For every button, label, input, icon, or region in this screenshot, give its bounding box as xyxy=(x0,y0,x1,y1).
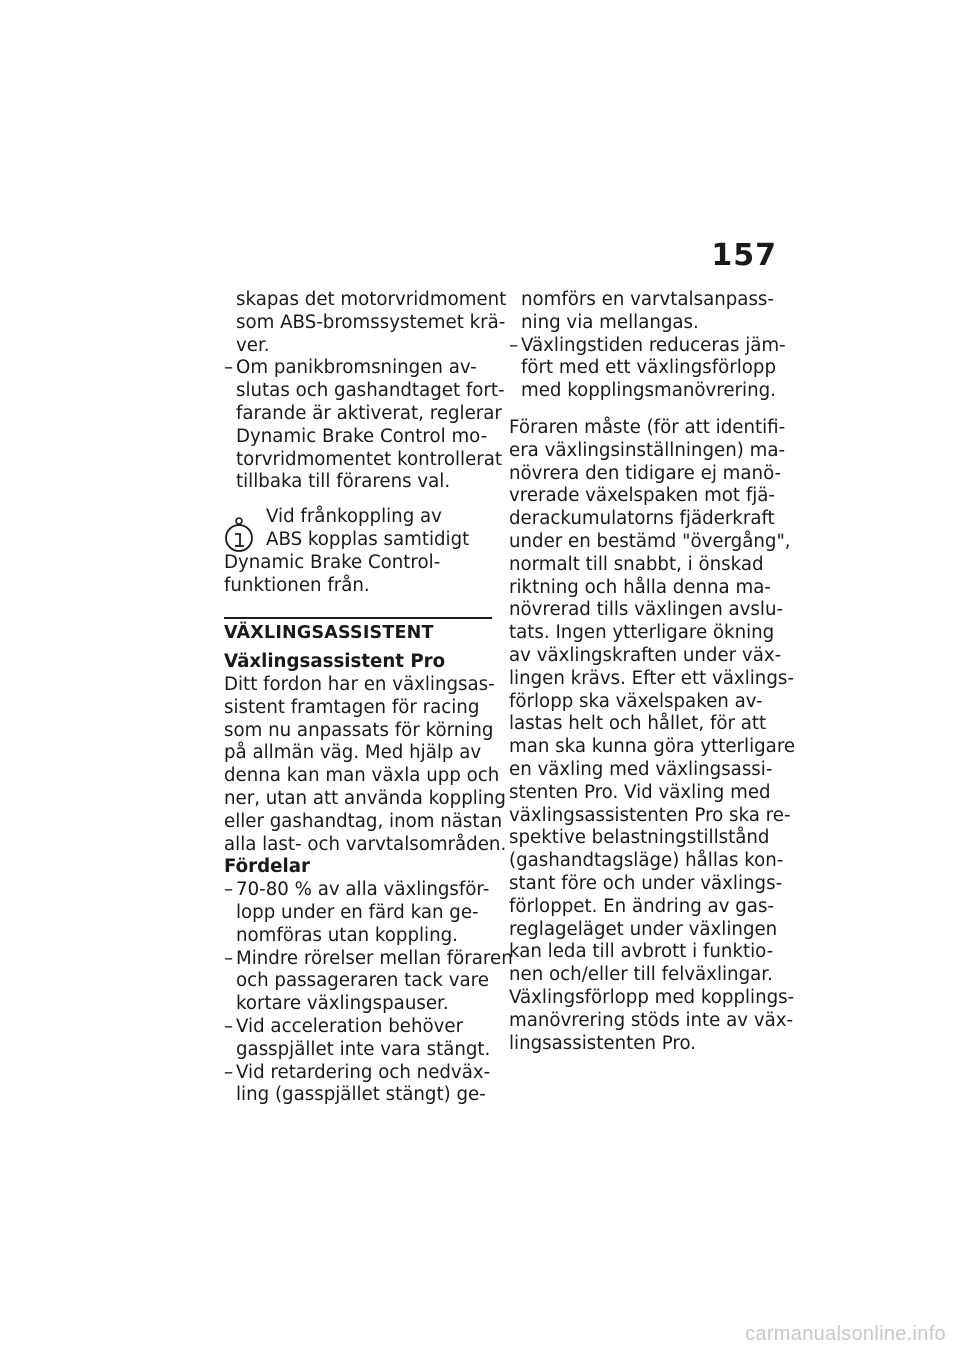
text-line: Dynamic Brake Control mo- xyxy=(236,425,488,447)
text-line: som nu anpassats för körning xyxy=(224,719,494,741)
dash-marker: – xyxy=(224,357,234,379)
bullet-continuation xyxy=(509,289,781,335)
bullet-item xyxy=(224,1062,492,1108)
text-line: növrera den tidigare ej manö- xyxy=(509,462,782,484)
text-line: slutas och gashandtaget fort- xyxy=(236,380,505,402)
text-line: stenten Pro. Vid växling med xyxy=(509,781,771,803)
text-line: under en bestämd "övergång", xyxy=(509,530,791,552)
text-line: och passageraren tack vare xyxy=(236,970,489,992)
text-line: manövrering stöds inte av väx- xyxy=(509,1009,794,1031)
text-line: eller gashandtag, inom nästan xyxy=(224,810,503,832)
text-line: torvridmomentet kontrollerat xyxy=(236,448,503,470)
text-line: alla last- och varvtalsområden. xyxy=(224,833,507,855)
text-line: som ABS-bromssystemet krä- xyxy=(236,311,506,333)
intro-continuation xyxy=(224,289,507,357)
bullet-item xyxy=(224,879,492,947)
text-line: kan leda till avbrott i funktio- xyxy=(509,941,774,963)
text-line: växlingsassistenten Pro ska re- xyxy=(509,804,791,826)
text-line: gasspjället inte vara stängt. xyxy=(236,1038,491,1060)
text-line: skapas det motorvridmoment xyxy=(236,289,507,310)
text-line: 70-80 % av alla växlingsför- xyxy=(236,879,490,901)
text-line: farande är aktiverat, reglerar xyxy=(236,402,502,424)
text-line: förlopp ska växelspaken av- xyxy=(509,690,763,712)
note-line: funktionen från. xyxy=(224,574,370,596)
text-line: Växlingstiden reduceras jäm- xyxy=(521,334,786,356)
text-line: növrerad tills växlingen avslu- xyxy=(509,599,784,621)
text-line: Mindre rörelser mellan föraren xyxy=(236,947,513,969)
info-note xyxy=(224,506,492,597)
text-line: fört med ett växlingsförlopp xyxy=(521,357,776,379)
paragraph xyxy=(224,673,507,856)
note-line: ABS kopplas samtidigt xyxy=(266,528,470,550)
text-line: med kopplingsmanövrering. xyxy=(521,380,776,402)
dash-marker: – xyxy=(224,947,234,969)
text-line: lopp under en färd kan ge- xyxy=(236,901,479,923)
text-line: stant före och under växlings- xyxy=(509,872,783,894)
text-line: tats. Ingen ytterligare ökning xyxy=(509,622,775,644)
text-line: lingsassistenten Pro. xyxy=(509,1032,697,1054)
bullet-item xyxy=(224,357,505,494)
text-line: lingen krävs. Efter ett växlings- xyxy=(509,667,794,689)
dash-marker: – xyxy=(224,1061,234,1083)
text-line: av växlingskraften under väx- xyxy=(509,644,782,666)
paragraph xyxy=(509,416,796,1055)
dash-marker: – xyxy=(224,1015,234,1037)
text-line: Växlingsförlopp med kopplings- xyxy=(509,986,795,1008)
text-line: vrerade växelspaken mot fjä- xyxy=(509,485,775,507)
text-line: en växling med växlingsassi- xyxy=(509,758,773,780)
text-line: ling (gasspjället stängt) ge- xyxy=(236,1084,486,1106)
text-line: förloppet. En ändring av gas- xyxy=(509,895,774,917)
text-line: era växlingsinställningen) ma- xyxy=(509,439,786,461)
bullet-item xyxy=(509,334,786,403)
text-line: spektive belastningstillstånd xyxy=(509,827,770,849)
text-line: Om panikbromsningen av- xyxy=(236,357,477,379)
text-line: riktning och hålla denna ma- xyxy=(509,576,771,598)
section-title: VÄXLINGSASSISTENT xyxy=(224,623,434,644)
right-column xyxy=(509,289,796,1055)
watermark: carmanualsonline.info xyxy=(745,1323,946,1345)
dash-marker: – xyxy=(509,334,519,356)
text-line: reglageläget under växlingen xyxy=(509,918,778,940)
text-line: ning via mellangas. xyxy=(521,311,699,333)
bullet-item xyxy=(224,947,513,1016)
section-divider xyxy=(224,617,492,619)
bullet-item xyxy=(224,1016,492,1062)
text-line: nomförs en varvtalsanpass- xyxy=(521,289,774,310)
subheading: Växlingsassistent Pro xyxy=(224,651,446,673)
text-line: tillbaka till förarens val. xyxy=(236,471,451,493)
text-line: derackumulatorns fjäderkraft xyxy=(509,508,775,530)
text-line: ver. xyxy=(236,334,270,356)
text-line: lastas helt och hållet, för att xyxy=(509,713,767,735)
dash-marker: – xyxy=(224,879,234,901)
text-line: ner, utan att använda koppling xyxy=(224,787,506,809)
left-column xyxy=(224,289,513,1107)
text-line: sistent framtagen för racing xyxy=(224,696,480,718)
text-line: Vid acceleration behöver xyxy=(236,1015,464,1037)
text-line: (gashandtagsläge) hållas kon- xyxy=(509,850,784,872)
note-line: Dynamic Brake Control- xyxy=(224,551,441,573)
page-number: 157 xyxy=(711,238,777,273)
text-line: normalt till snabbt, i önskad xyxy=(509,553,764,575)
text-line: Vid retardering och nedväx- xyxy=(236,1061,491,1083)
text-line: nomföras utan koppling. xyxy=(236,924,458,946)
text-line: denna kan man växla upp och xyxy=(224,765,500,787)
text-line: nen och/eller till felväxlingar. xyxy=(509,964,773,986)
text-line: Föraren måste (för att identifi- xyxy=(509,416,786,438)
text-line: på allmän väg. Med hjälp av xyxy=(224,742,482,764)
advantages-heading: Fördelar xyxy=(224,856,310,878)
info-icon xyxy=(224,514,254,554)
text-line: kortare växlingspauser. xyxy=(236,993,449,1015)
note-line: Vid frånkoppling av xyxy=(266,506,442,528)
text-line: Ditt fordon har en växlingsas- xyxy=(224,673,495,695)
text-line: man ska kunna göra ytterligare xyxy=(509,736,796,758)
